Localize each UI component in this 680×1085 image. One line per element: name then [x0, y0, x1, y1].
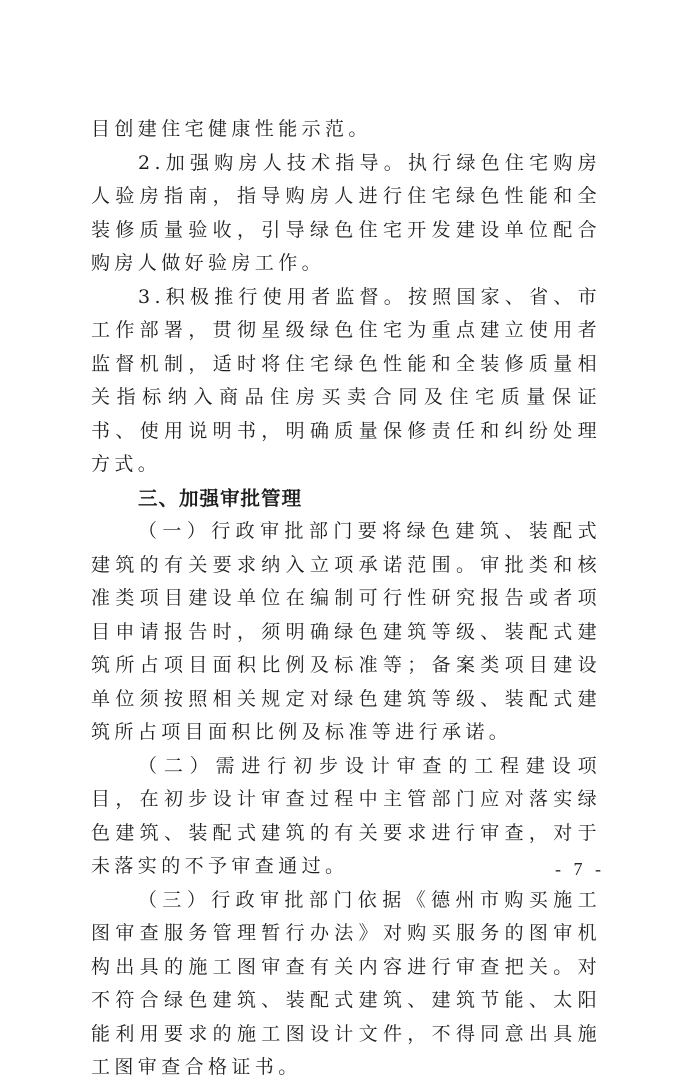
paragraph-section-1: （一）行政审批部门要将绿色建筑、装配式建筑的有关要求纳入立项承诺范围。审批类和核准类项目建设单位在编制可行性研究报告或者项目申请报告时，须明确绿色建筑等级、装配式建筑所占项目面积比例及标准等；备案类项目建设单位须按照相关规定对绿色建筑等级、装配式建筑所占项目面积比例及标准等进行承诺。: [91, 520, 601, 743]
paragraph-continuation: 目创建住宅健康性能示范。: [91, 118, 372, 140]
paragraph-item-2: 2.加强购房人技术指导。执行绿色住宅购房人验房指南，指导购房人进行住宅绿色性能和全装修质量验收，引导绿色住宅开发建设单位配合购房人做好验房工作。: [91, 151, 601, 274]
document-page: [91, 113, 601, 1085]
section-heading: 三、加强审批管理: [138, 486, 303, 510]
paragraph-section-2: （二）需进行初步设计审查的工程建设项目，在初步设计审查过程中主管部门应对落实绿色建筑、装配式建筑的有关要求进行审查，对于未落实的不予审查通过。: [91, 754, 601, 877]
paragraph-item-3: 3.积极推行使用者监督。按照国家、省、市工作部署，贯彻星级绿色住宅为重点建立使用者监督机制，适时将住宅绿色性能和全装修质量相关指标纳入商品住房买卖合同及住宅质量保证书、使用说明书，明确质量保修责任和纠纷处理方式。: [91, 285, 601, 475]
page-number: - 7 -: [555, 859, 605, 879]
paragraph-section-3: （三）行政审批部门依据《德州市购买施工图审查服务管理暂行办法》对购买服务的图审机构出具的施工图审查有关内容进行审查把关。对不符合绿色建筑、装配式建筑、建筑节能、太阳能利用要求的施工图设计文件，不得同意出具施工图审查合格证书。: [91, 888, 601, 1078]
